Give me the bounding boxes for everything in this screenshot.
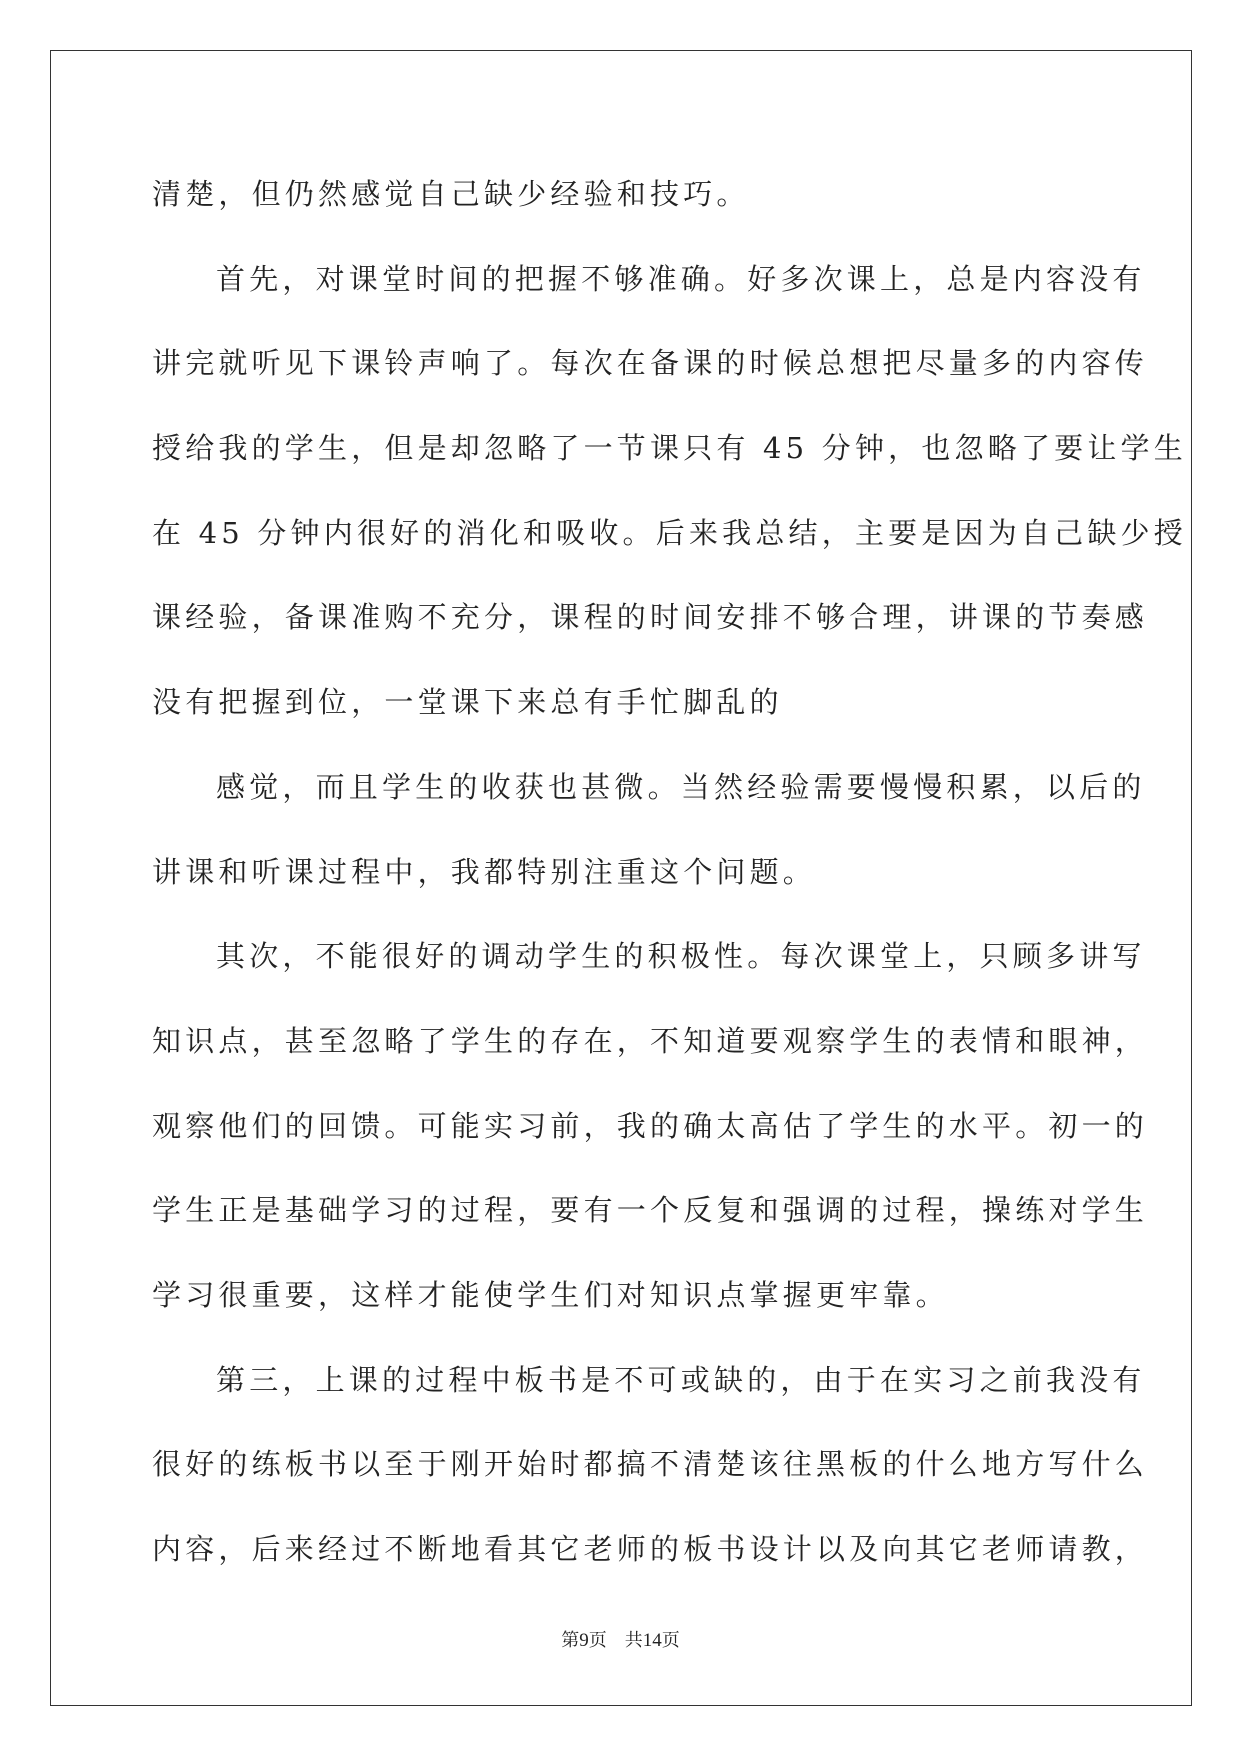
- paragraph-first-line: 感觉，而且学生的收获也甚微。当然经验需要慢慢积累，以后的: [216, 769, 1146, 804]
- total-prefix: 共: [624, 1630, 643, 1651]
- paragraph-first-line: 首先，对课堂时间的把握不够准确。好多次课上，总是内容没有: [216, 261, 1146, 296]
- paragraph-first-line: 第三，上课的过程中板书是不可或缺的，由于在实习之前我没有: [216, 1362, 1146, 1397]
- page-prefix: 第: [561, 1630, 580, 1651]
- page-number: 9: [579, 1630, 589, 1651]
- text-line: 内容，后来经过不断地看其它老师的板书设计以及向其它老师请教，: [152, 1532, 1149, 1566]
- text-line: 很好的练板书以至于刚开始时都搞不清楚该往黑板的什么地方写什么: [152, 1447, 1149, 1482]
- page-footer: [0, 1626, 1241, 1652]
- text-line: 学生正是基础学习的过程，要有一个反复和强调的过程，操练对学生: [152, 1193, 1149, 1228]
- total-suffix: 页: [661, 1630, 680, 1651]
- text-line: 知识点，甚至忽略了学生的存在，不知道要观察学生的表情和眼神，: [152, 1023, 1149, 1058]
- page-suffix: 页: [588, 1630, 607, 1651]
- text-line: 学习很重要，这样才能使学生们对知识点掌握更牢靠。: [152, 1277, 949, 1312]
- paragraph-first-line: 其次，不能很好的调动学生的积极性。每次课堂上，只顾多讲写: [216, 939, 1146, 974]
- text-line: 没有把握到位，一堂课下来总有手忙脚乱的: [152, 685, 783, 720]
- total-pages: 14: [642, 1630, 662, 1651]
- text-line: 讲完就听见下课铃声响了。每次在备课的时候总想把尽量多的内容传: [152, 346, 1149, 381]
- text-line: 课经验，备课准购不充分，课程的时间安排不够合理，讲课的节奏感: [152, 600, 1149, 635]
- text-line: 清楚，但仍然感觉自己缺少经验和技巧。: [152, 177, 750, 211]
- text-line: 在 45 分钟内很好的消化和吸收。后来我总结，主要是因为自己缺少授: [152, 515, 1187, 550]
- text-line: 讲课和听课过程中，我都特别注重这个问题。: [152, 854, 817, 889]
- document-body: [152, 152, 1187, 1592]
- text-line: 观察他们的回馈。可能实习前，我的确太高估了学生的水平。初一的: [152, 1108, 1149, 1143]
- text-line: 授给我的学生，但是却忽略了一节课只有 45 分钟，也忽略了要让学生: [152, 431, 1187, 466]
